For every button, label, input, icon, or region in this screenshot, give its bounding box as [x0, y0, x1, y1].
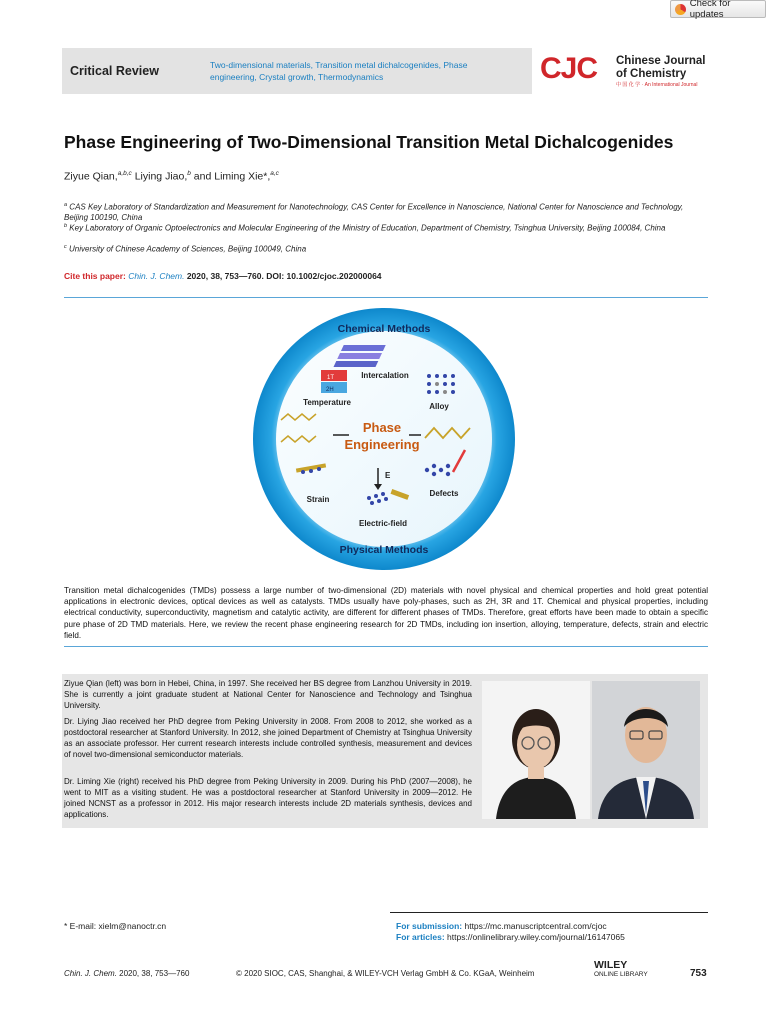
citation-journal-link[interactable]: Chin. J. Chem. — [128, 271, 185, 281]
bio-xie: Dr. Liming Xie (right) received his PhD degree from Peking University in 2009. During his PhD (2007—2008), he went to MIT as a visiting student. He was a postdoctoral researcher at Stanford University in 2009—2012. He joined NCNST as a professor in 2012. His major research interests include 2D materials synthesis, devices and applications. — [64, 777, 472, 819]
divider-top — [64, 297, 708, 298]
check-for-updates-label: Check for updates — [689, 0, 731, 20]
label-defects: Defects — [429, 489, 459, 498]
footer-journal-ref: Chin. J. Chem. 2020, 38, 753—760 — [64, 969, 190, 978]
section-label: Critical Review — [70, 64, 159, 78]
author-bio-box — [62, 674, 708, 828]
corresponding-email[interactable]: * E-mail: xielm@nanoctr.cn — [64, 921, 167, 931]
affiliation-c: $^c$ University of Chinese Academy of Sciences, Beijing 100049, China — [64, 244, 307, 254]
citation-line: Cite this paper: Chin. J. Chem. 2020, 38, 753—760. DOI: 10.1002/cjoc.202000064 — [64, 271, 382, 281]
label-intercalation: Intercalation — [361, 371, 409, 380]
label-physical-methods: Physical Methods — [339, 544, 429, 556]
journal-name: Chinese Journal of Chemistry — [616, 55, 706, 80]
journal-header — [62, 48, 707, 94]
check-for-updates-button[interactable] — [670, 0, 766, 18]
journal-logo — [532, 48, 707, 94]
label-alloy: Alloy — [429, 402, 449, 411]
svg-text:2H: 2H — [326, 387, 334, 393]
center-label-phase: Phase — [362, 420, 402, 435]
wiley-online-library-logo: WILEY ONLINE LIBRARY — [594, 959, 648, 978]
graphical-abstract — [241, 308, 527, 570]
author-list: Ziyue Qian,$^{a,b,c}$ Liying Jiao,$^b$ and Liming Xie*,$^{a,c}$ — [64, 170, 279, 183]
svg-text:E: E — [385, 471, 391, 480]
page-number: 753 — [690, 968, 707, 979]
bio-jiao: Dr. Liying Jiao received her PhD degree from Peking University in 2008. From 2008 to 2012, she worked as a postdoctoral researcher at Stanford University. In 2012, she joined Department of Chemistry at Tsinghua University as an associate professor. Her current research interests include controlled synthesis, measurement and devices of novel two-dimensional semiconductor materials. — [64, 717, 472, 759]
divider-abstract — [64, 646, 708, 647]
keywords: Two-dimensional materials, Transition metal dichalcogenides, Phase engineering, Crystal growth, Thermodynamics — [210, 60, 468, 82]
label-electric-field: Electric-field — [358, 519, 408, 528]
bio-qian: Ziyue Qian (left) was born in Hebei, China, in 1997. She received her BS degree from Lanzhou University in 2019. She is currently a joint graduate student at National Center for Nanoscience and Technology and Tsinghua University. — [64, 679, 472, 710]
affiliation-a: $^a$ CAS Key Laboratory of Standardization and Measurement for Nanotechnology, CAS Center for Excellence in Nanoscience, National Center for Nanoscience and Technology, Beijing 100190, China — [64, 202, 684, 223]
photo-liming-xie — [592, 681, 700, 819]
affiliation-b: $^b$ Key Laboratory of Organic Optoelectronics and Molecular Engineering of the Ministry of Education, Department of Chemistry, Tsinghua University, Beijing 100084, China — [64, 223, 666, 233]
footer-rule — [390, 912, 708, 913]
article-title: Phase Engineering of Two-Dimensional Transition Metal Dichalcogenides — [64, 132, 674, 152]
articles-link[interactable]: For articles: https://onlinelibrary.wiley.com/journal/16147065 — [396, 932, 625, 942]
abstract: Transition metal dichalcogenides (TMDs) possess a large number of two-dimensional (2D) materials with novel physical and chemical properties and hold great potential applications in electronic devices, optical devices as well as catalysts. TMDs usually have poly-phases, such as 2H, 3R and 1T. Chemical and physical properties, including electrical conductivity, superconductivity, magnetism and catalytic activity, are different for different phases of TMDs. Therefore, great efforts have been made to obtain a specific pure phase of 2D TMD materials. Here, we review the recent phase engineering research for 2D TMDs, including ion insertion, alloying, temperature, defects, strain and electric field. — [64, 586, 708, 640]
svg-text:1T: 1T — [327, 375, 335, 381]
journal-subtitle: 中 国 化 学 · An International Journal — [616, 82, 698, 88]
photo-ziyue-qian — [482, 681, 590, 819]
label-temperature: Temperature — [303, 398, 351, 407]
crossmark-icon — [675, 4, 686, 15]
label-strain: Strain — [306, 495, 330, 504]
submission-link[interactable]: For submission: https://mc.manuscriptcentral.com/cjoc — [396, 921, 607, 931]
label-chemical-methods: Chemical Methods — [337, 323, 431, 335]
footer-copyright: © 2020 SIOC, CAS, Shanghai, & WILEY-VCH Verlag GmbH & Co. KGaA, Weinheim — [236, 969, 535, 978]
center-label-engineering: Engineering — [344, 437, 420, 452]
cjc-logo-text: CJC — [540, 52, 598, 85]
